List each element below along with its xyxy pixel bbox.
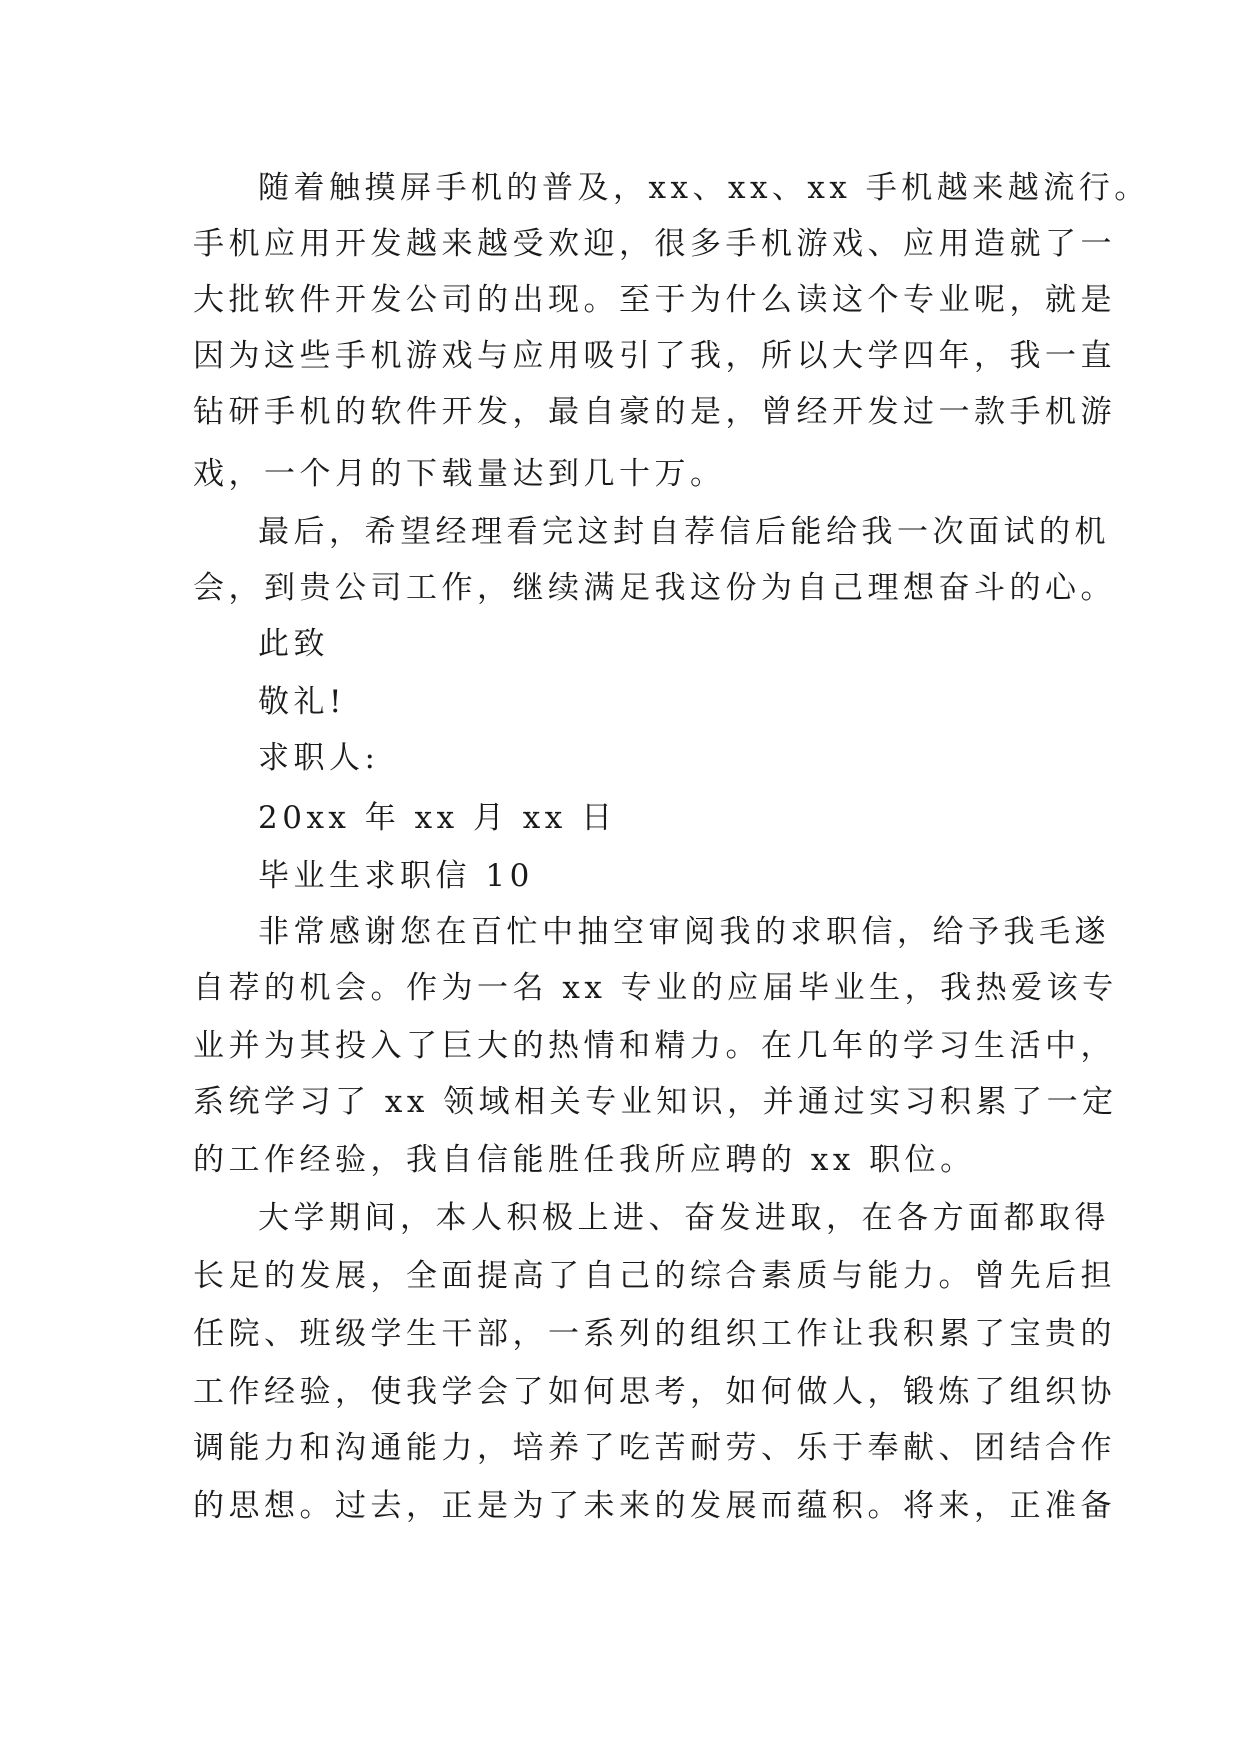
paragraph-4-line-2: 长足的发展，全面提高了自己的综合素质与能力。曾先后担 xyxy=(193,1258,1116,1294)
paragraph-4-line-1: 大学期间，本人积极上进、奋发进取，在各方面都取得 xyxy=(258,1200,1110,1236)
paragraph-2-line-1: 最后，希望经理看完这封自荐信后能给我一次面试的机 xyxy=(258,514,1110,550)
paragraph-3-line-4: 系统学习了 xx 领域相关专业知识，并通过实习积累了一定 xyxy=(193,1084,1118,1120)
paragraph-1-line-2: 手机应用开发越来越受欢迎，很多手机游戏、应用造就了一 xyxy=(193,226,1116,262)
paragraph-1-line-4: 因为这些手机游戏与应用吸引了我，所以大学四年，我一直 xyxy=(193,338,1116,374)
paragraph-4-line-5: 调能力和沟通能力，培养了吃苦耐劳、乐于奉献、团结合作 xyxy=(193,1430,1116,1466)
paragraph-4-line-6: 的思想。过去，正是为了未来的发展而蕴积。将来，正准备 xyxy=(193,1488,1116,1524)
paragraph-1-line-3: 大批软件开发公司的出现。至于为什么读这个专业呢，就是 xyxy=(193,282,1116,318)
closing-salutation: 此致 xyxy=(258,626,329,662)
paragraph-4-line-3: 任院、班级学生干部，一系列的组织工作让我积累了宝贵的 xyxy=(193,1316,1116,1352)
paragraph-3-line-1: 非常感谢您在百忙中抽空审阅我的求职信，给予我毛遂 xyxy=(258,914,1110,950)
paragraph-1-line-5: 钻研手机的软件开发，最自豪的是，曾经开发过一款手机游 xyxy=(193,394,1116,430)
paragraph-2-line-2: 会，到贵公司工作，继续满足我这份为自己理想奋斗的心。 xyxy=(193,570,1116,606)
paragraph-3-line-2: 自荐的机会。作为一名 xx 专业的应届毕业生，我热爱该专 xyxy=(193,970,1118,1006)
section-heading: 毕业生求职信 10 xyxy=(258,858,534,894)
letter-date: 20xx 年 xx 月 xx 日 xyxy=(258,800,617,836)
paragraph-4-line-4: 工作经验，使我学会了如何思考，如何做人，锻炼了组织协 xyxy=(193,1374,1116,1410)
paragraph-1-line-1: 随着触摸屏手机的普及，xx、xx、xx 手机越来越流行。 xyxy=(258,170,1150,206)
closing-regards: 敬礼! xyxy=(258,684,346,720)
paragraph-1-line-6: 戏，一个月的下载量达到几十万。 xyxy=(193,456,726,492)
paragraph-3-line-3: 业并为其投入了巨大的热情和精力。在几年的学习生活中， xyxy=(193,1028,1116,1064)
paragraph-3-line-5: 的工作经验，我自信能胜任我所应聘的 xx 职位。 xyxy=(193,1142,976,1178)
applicant-signature: 求职人: xyxy=(258,740,380,776)
